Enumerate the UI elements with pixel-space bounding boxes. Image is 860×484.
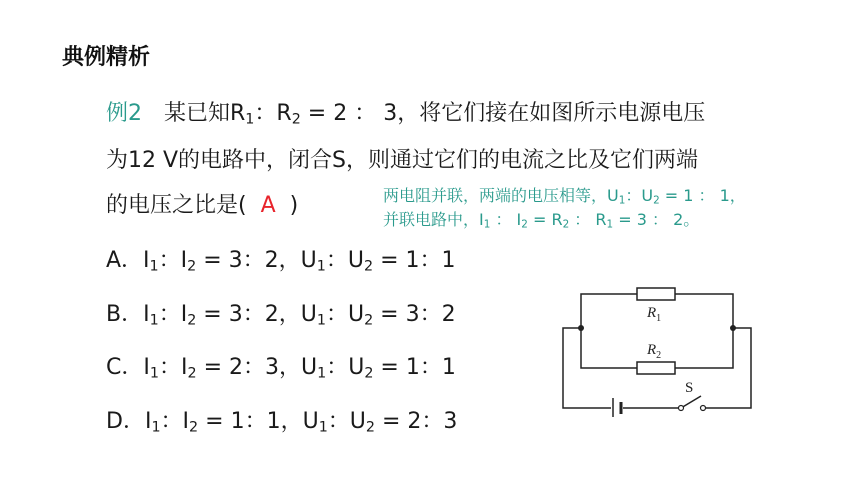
subscript: 2 [562,218,570,231]
junction-node [578,325,584,331]
subscript: 2 [521,218,528,231]
explanation-text: = 3 ： 2。 [613,210,700,229]
wire [675,328,733,368]
explanation-text: = 1 ： 1， [659,186,746,205]
explanation-text: ： I [490,210,522,229]
option-c: C．$I_1$：$I_2 = 2$：3，$U_1$：$U_2 = 1$：1 [106,355,456,382]
question-text: ) [275,193,299,218]
explanation-text: = R [527,210,563,229]
explanation-text: 并联电路中，I [383,210,484,229]
option-b: B．$I_1$：$I_2 = 3$：2，$U_1$：$U_2 = 3$：2 [106,302,456,329]
subscript: 2 [291,111,301,128]
subscript: 1 [245,111,255,128]
switch-terminal [701,406,706,411]
option-d: D．$I_1$：$I_2 = 1$：1，$U_1$：$U_2 = 2$：3 [106,409,458,436]
question-line-3 [106,188,298,219]
question-line-2: 为12 V的电路中，闭合S，则通过它们的电流之比及它们两端 [106,148,699,173]
subscript: 1 [618,194,626,207]
switch-terminal [679,406,684,411]
explanation-text: 两电阻并联，两端的电压相等，U [383,186,619,205]
option-a: A．$I_1$：$I_2 = 3$：2，$U_1$：$U_2 = 1$：1 [106,248,456,275]
explanation-line-1 [383,183,746,207]
subscript: 1 [606,218,614,231]
question-text: = 2 ： 3，将它们接在如图所示电源电压 [300,101,706,126]
subscript: 2 [653,194,660,207]
wire [581,328,637,368]
circuit-diagram [553,282,753,417]
answer-text: A [260,193,276,218]
wire [581,294,637,328]
r1-label: $R_1$ [647,305,662,324]
resistor-r1 [637,288,675,300]
question-text: 的电压之比是( [106,193,261,218]
explanation-text: ：U [625,186,654,205]
explanation-text: ： R [569,210,607,229]
subscript: 1 [483,218,491,231]
question-text: ：R [254,101,292,126]
question-text: 某已知R [164,101,246,126]
example-label: 例2 [106,101,142,126]
junction-node [730,325,736,331]
question-line-1 [106,96,705,128]
section-title: 典例精析 [62,45,151,70]
explanation-line-2 [383,207,699,231]
resistor-r2 [637,362,675,374]
switch-blade [681,396,701,408]
wire [675,294,733,328]
switch-label: S [685,380,694,396]
r2-label: $R_2$ [647,342,662,361]
